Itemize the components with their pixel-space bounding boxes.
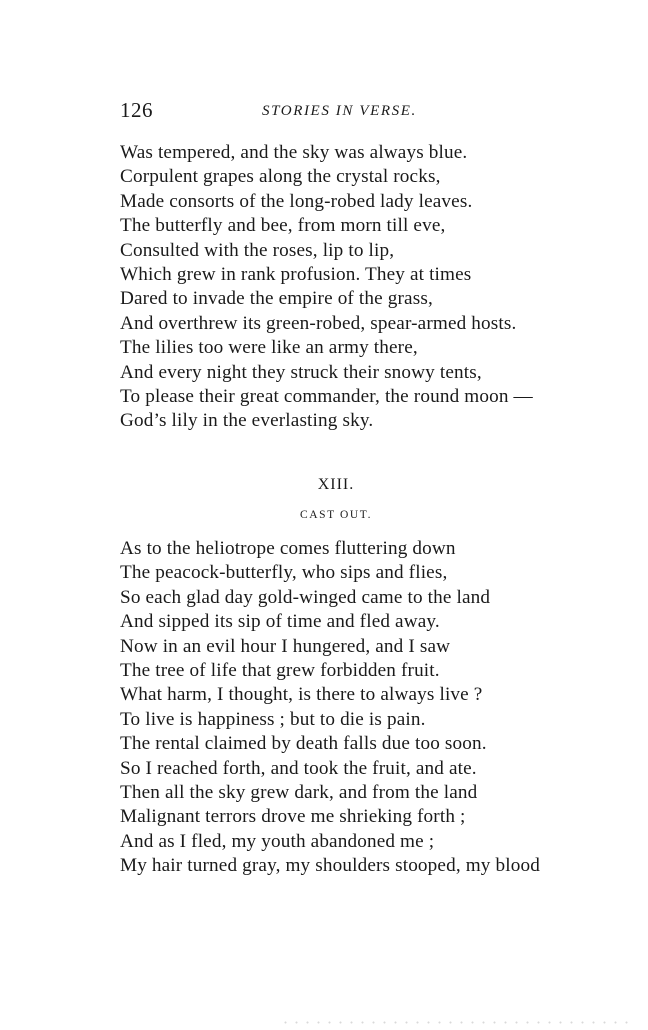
verse-line: To live is happiness ; but to die is pain. (120, 708, 426, 730)
verse-line: Made consorts of the long-robed lady leaves. (120, 190, 473, 212)
page-header (120, 98, 570, 128)
verse-line: Now in an evil hour I hungered, and I saw (120, 635, 451, 657)
verse-line: The peacock-butterfly, who sips and flies, (120, 562, 448, 584)
verse-line: The lilies too were like an army there, (120, 337, 418, 359)
verse-line: Then all the sky grew dark, and from the land (120, 781, 478, 803)
verse-line: God’s lily in the everlasting sky. (120, 410, 374, 432)
verse-line: As to the heliotrope comes fluttering down (120, 538, 456, 559)
verse-line: My hair turned gray, my shoulders stooped, my blood (120, 855, 540, 877)
verse-line: Which grew in rank profusion. They at times (120, 263, 472, 285)
verse-line: The tree of life that grew forbidden fruit. (120, 659, 440, 681)
stanza-continued (120, 141, 533, 434)
verse-line: And as I fled, my youth abandoned me ; (120, 830, 435, 852)
verse-line: So each glad day gold-winged came to the land (120, 586, 491, 608)
verse-line: And sipped its sip of time and fled away. (120, 611, 440, 633)
section-title: CAST OUT. (299, 509, 373, 521)
verse-line: Consulted with the roses, lip to lip, (120, 239, 395, 261)
verse-line: Corpulent grapes along the crystal rocks, (120, 166, 441, 188)
verse-line: The butterfly and bee, from morn till eve, (120, 215, 446, 237)
stanza-cast-out (120, 537, 540, 878)
section-number: XIII. (317, 476, 355, 493)
verse-line: And every night they struck their snowy tents, (120, 361, 482, 383)
verse-line: To please their great commander, the round moon — (120, 385, 533, 407)
verse-line: The rental claimed by death falls due too soon. (120, 733, 487, 755)
running-head: STORIES IN VERSE. (262, 103, 417, 119)
verse-line: Dared to invade the empire of the grass, (120, 288, 433, 310)
verse-line: What harm, I thought, is there to always live ? (120, 684, 483, 706)
verse-line: Malignant terrors drove me shrieking forth ; (120, 806, 466, 828)
page-number: 126 (120, 98, 153, 122)
verse-line: So I reached forth, and took the fruit, and ate. (120, 757, 477, 779)
verse-line: Was tempered, and the sky was always blue. (120, 142, 468, 163)
page-edge-bleed (280, 1021, 630, 1024)
verse-line: And overthrew its green-robed, spear-armed hosts. (120, 312, 517, 334)
